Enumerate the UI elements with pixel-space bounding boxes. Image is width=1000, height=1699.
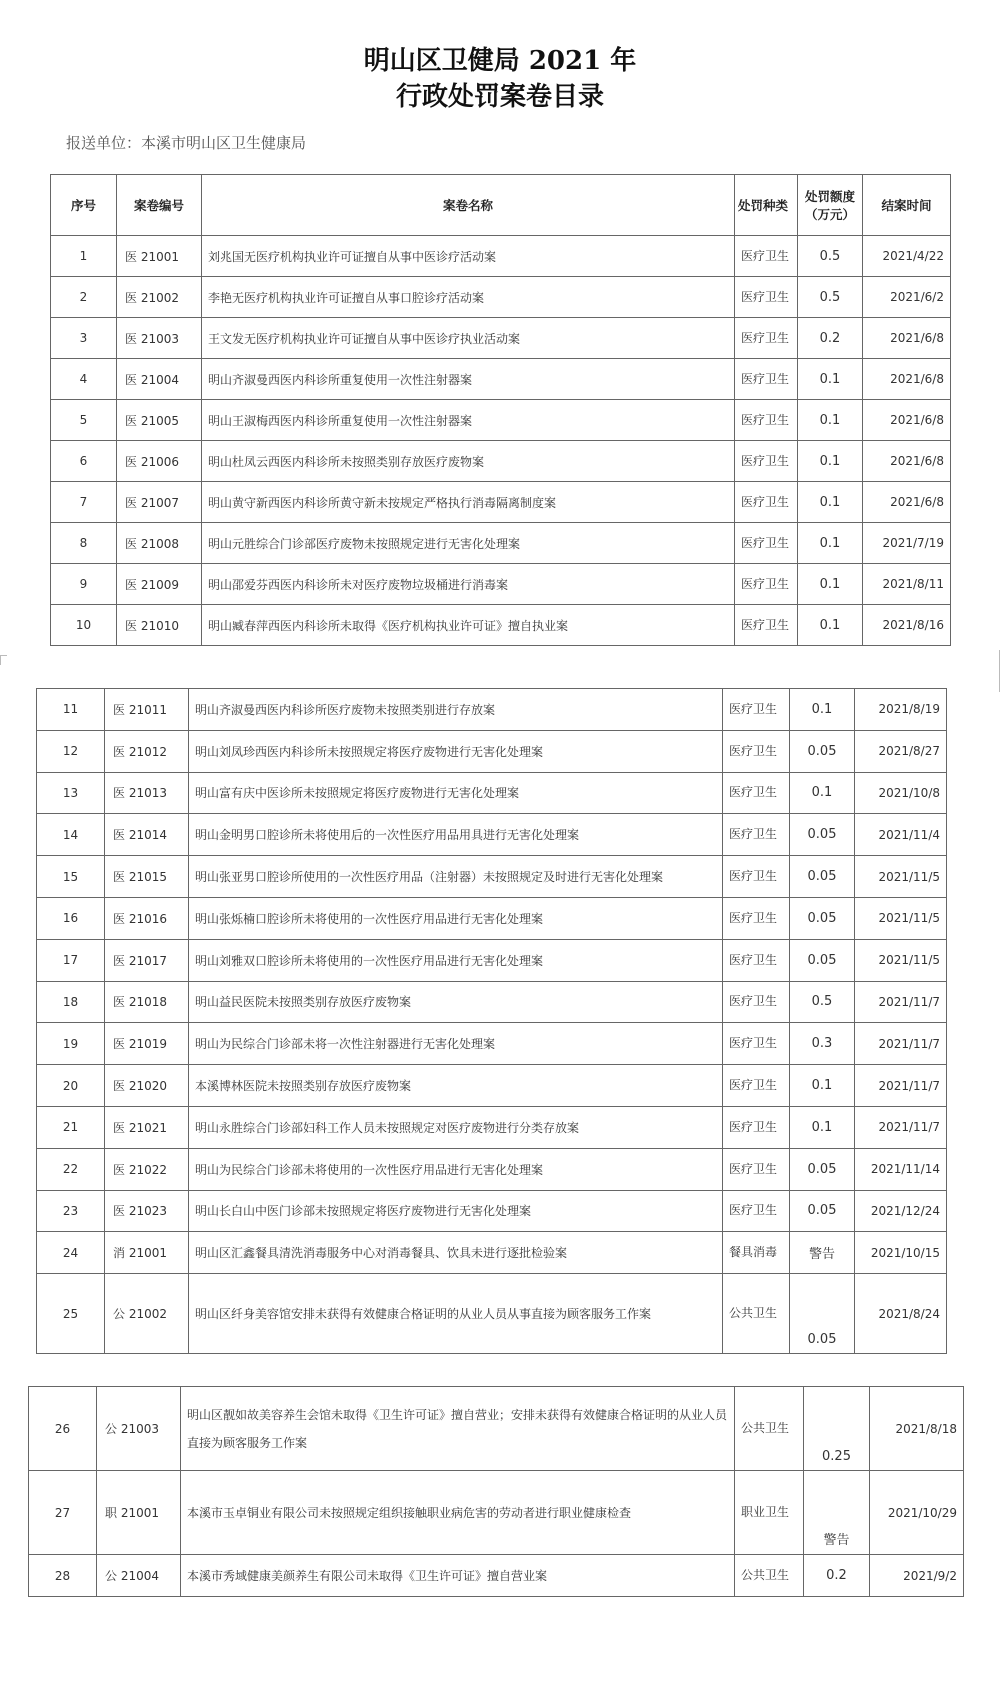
cell-type: 医疗卫生 bbox=[723, 730, 790, 772]
cell-type: 医疗卫生 bbox=[723, 1190, 790, 1232]
cell-amount: 0.05 bbox=[790, 897, 855, 939]
cell-no: 23 bbox=[37, 1190, 105, 1232]
table-row bbox=[51, 236, 951, 277]
cell-name: 明山齐淑曼西医内科诊所重复使用一次性注射器案 bbox=[202, 359, 735, 400]
cell-name: 明山张亚男口腔诊所使用的一次性医疗用品（注射器）未按照规定及时进行无害化处理案 bbox=[189, 856, 723, 898]
cell-date: 2021/6/2 bbox=[863, 277, 951, 318]
table-row bbox=[51, 277, 951, 318]
cell-code: 医 21013 bbox=[105, 772, 189, 814]
cell-amount: 0.2 bbox=[798, 318, 863, 359]
cell-code: 职 21001 bbox=[97, 1471, 181, 1555]
cell-no: 3 bbox=[51, 318, 117, 359]
table-row bbox=[29, 1387, 964, 1471]
cell-code: 医 21008 bbox=[117, 523, 202, 564]
table-row bbox=[51, 564, 951, 605]
cell-no: 25 bbox=[37, 1274, 105, 1354]
cell-type: 医疗卫生 bbox=[723, 856, 790, 898]
cell-amount: 0.1 bbox=[790, 1106, 855, 1148]
cell-amount: 0.2 bbox=[804, 1555, 870, 1597]
cell-no: 16 bbox=[37, 897, 105, 939]
cell-name: 王文发无医疗机构执业许可证擅自从事中医诊疗执业活动案 bbox=[202, 318, 735, 359]
table-row bbox=[51, 400, 951, 441]
cell-type: 医疗卫生 bbox=[723, 1106, 790, 1148]
reporting-unit: 报送单位：本溪市明山区卫生健康局 bbox=[66, 134, 307, 152]
cell-type: 医疗卫生 bbox=[735, 605, 798, 646]
table-row bbox=[29, 1555, 964, 1597]
cell-no: 9 bbox=[51, 564, 117, 605]
header-code: 案卷编号 bbox=[117, 175, 202, 236]
cell-code: 医 21016 bbox=[105, 897, 189, 939]
table-row bbox=[37, 856, 947, 898]
cell-name: 明山永胜综合门诊部妇科工作人员未按照规定对医疗废物进行分类存放案 bbox=[189, 1106, 723, 1148]
cell-type: 医疗卫生 bbox=[723, 1148, 790, 1190]
table-row bbox=[37, 1065, 947, 1107]
cell-no: 24 bbox=[37, 1232, 105, 1274]
table-row bbox=[29, 1471, 964, 1555]
table-row bbox=[51, 605, 951, 646]
cell-amount: 0.5 bbox=[790, 981, 855, 1023]
cell-no: 6 bbox=[51, 441, 117, 482]
header-name: 案卷名称 bbox=[202, 175, 735, 236]
cell-name: 明山邵爱芬西医内科诊所未对医疗废物垃圾桶进行消毒案 bbox=[202, 564, 735, 605]
table-row bbox=[37, 939, 947, 981]
page-corner-mark bbox=[0, 655, 7, 665]
cell-amount: 0.05 bbox=[790, 1274, 855, 1354]
cell-date: 2021/8/24 bbox=[855, 1274, 947, 1354]
cell-no: 12 bbox=[37, 730, 105, 772]
cell-date: 2021/10/15 bbox=[855, 1232, 947, 1274]
table-row bbox=[37, 730, 947, 772]
cell-amount: 0.1 bbox=[798, 359, 863, 400]
cell-type: 医疗卫生 bbox=[735, 564, 798, 605]
cell-no: 8 bbox=[51, 523, 117, 564]
cell-code: 医 21015 bbox=[105, 856, 189, 898]
cell-name: 本溪博林医院未按照类别存放医疗废物案 bbox=[189, 1065, 723, 1107]
cell-code: 医 21005 bbox=[117, 400, 202, 441]
penalty-table-part3 bbox=[28, 1386, 964, 1597]
cell-amount: 0.1 bbox=[790, 1065, 855, 1107]
cell-name: 本溪市玉卓铜业有限公司未按照规定组织接触职业病危害的劳动者进行职业健康检查 bbox=[181, 1471, 735, 1555]
cell-type: 医疗卫生 bbox=[735, 236, 798, 277]
table-row bbox=[37, 1106, 947, 1148]
table-row bbox=[37, 772, 947, 814]
cell-date: 2021/11/7 bbox=[855, 1065, 947, 1107]
cell-date: 2021/7/19 bbox=[863, 523, 951, 564]
cell-name: 明山金明男口腔诊所未将使用后的一次性医疗用品用具进行无害化处理案 bbox=[189, 814, 723, 856]
cell-amount: 0.1 bbox=[798, 441, 863, 482]
cell-amount: 0.1 bbox=[790, 772, 855, 814]
cell-no: 26 bbox=[29, 1387, 97, 1471]
table-row bbox=[37, 1274, 947, 1354]
cell-no: 28 bbox=[29, 1555, 97, 1597]
cell-code: 医 21006 bbox=[117, 441, 202, 482]
cell-name: 明山益民医院未按照类别存放医疗废物案 bbox=[189, 981, 723, 1023]
cell-amount: 0.05 bbox=[790, 1148, 855, 1190]
header-no: 序号 bbox=[51, 175, 117, 236]
cell-date: 2021/11/4 bbox=[855, 814, 947, 856]
cell-date: 2021/10/29 bbox=[870, 1471, 964, 1555]
cell-type: 医疗卫生 bbox=[723, 814, 790, 856]
cell-name: 明山王淑梅西医内科诊所重复使用一次性注射器案 bbox=[202, 400, 735, 441]
cell-amount: 警告 bbox=[790, 1232, 855, 1274]
cell-type: 医疗卫生 bbox=[723, 1065, 790, 1107]
cell-type: 医疗卫生 bbox=[723, 772, 790, 814]
cell-code: 医 21002 bbox=[117, 277, 202, 318]
cell-type: 医疗卫生 bbox=[723, 939, 790, 981]
table-row bbox=[37, 814, 947, 856]
cell-code: 消 21001 bbox=[105, 1232, 189, 1274]
header-amount: 处罚额度（万元） bbox=[798, 175, 863, 236]
cell-date: 2021/11/5 bbox=[855, 856, 947, 898]
cell-name: 明山区汇鑫餐具清洗消毒服务中心对消毒餐具、饮具未进行逐批检验案 bbox=[189, 1232, 723, 1274]
table-row bbox=[51, 318, 951, 359]
cell-code: 医 21020 bbox=[105, 1065, 189, 1107]
cell-amount: 0.5 bbox=[798, 236, 863, 277]
cell-no: 7 bbox=[51, 482, 117, 523]
cell-date: 2021/6/8 bbox=[863, 400, 951, 441]
cell-no: 15 bbox=[37, 856, 105, 898]
table-row bbox=[37, 689, 947, 731]
cell-no: 18 bbox=[37, 981, 105, 1023]
cell-type: 医疗卫生 bbox=[735, 277, 798, 318]
table-row bbox=[51, 441, 951, 482]
cell-code: 医 21011 bbox=[105, 689, 189, 731]
cell-name: 明山富有庆中医诊所未按照规定将医疗废物进行无害化处理案 bbox=[189, 772, 723, 814]
penalty-table-part1 bbox=[50, 174, 951, 646]
cell-amount: 0.05 bbox=[790, 1190, 855, 1232]
cell-type: 职业卫生 bbox=[735, 1471, 804, 1555]
cell-name: 明山区纤身美容馆安排未获得有效健康合格证明的从业人员从事直接为顾客服务工作案 bbox=[189, 1274, 723, 1354]
cell-amount: 0.05 bbox=[790, 814, 855, 856]
cell-name: 明山区靓如故美容养生会馆未取得《卫生许可证》擅自营业；安排未获得有效健康合格证明的从业人员直接为顾客服务工作案 bbox=[181, 1387, 735, 1471]
cell-name: 明山张烁楠口腔诊所未将使用的一次性医疗用品进行无害化处理案 bbox=[189, 897, 723, 939]
cell-no: 2 bbox=[51, 277, 117, 318]
cell-type: 医疗卫生 bbox=[735, 400, 798, 441]
cell-amount: 0.1 bbox=[798, 605, 863, 646]
cell-date: 2021/10/8 bbox=[855, 772, 947, 814]
cell-code: 医 21023 bbox=[105, 1190, 189, 1232]
cell-type: 医疗卫生 bbox=[723, 897, 790, 939]
cell-type: 医疗卫生 bbox=[723, 689, 790, 731]
cell-date: 2021/6/8 bbox=[863, 441, 951, 482]
table-row bbox=[37, 981, 947, 1023]
cell-code: 医 21012 bbox=[105, 730, 189, 772]
cell-name: 明山刘雅双口腔诊所未将使用的一次性医疗用品进行无害化处理案 bbox=[189, 939, 723, 981]
cell-type: 医疗卫生 bbox=[735, 523, 798, 564]
table-row bbox=[51, 523, 951, 564]
cell-code: 医 21001 bbox=[117, 236, 202, 277]
cell-date: 2021/8/27 bbox=[855, 730, 947, 772]
table-row bbox=[37, 897, 947, 939]
cell-date: 2021/8/16 bbox=[863, 605, 951, 646]
cell-name: 刘兆国无医疗机构执业许可证擅自从事中医诊疗活动案 bbox=[202, 236, 735, 277]
cell-amount: 0.05 bbox=[790, 730, 855, 772]
cell-date: 2021/4/22 bbox=[863, 236, 951, 277]
cell-amount: 0.1 bbox=[798, 523, 863, 564]
cell-type: 公共卫生 bbox=[735, 1387, 804, 1471]
cell-no: 19 bbox=[37, 1023, 105, 1065]
cell-no: 21 bbox=[37, 1106, 105, 1148]
table-row bbox=[37, 1232, 947, 1274]
cell-type: 医疗卫生 bbox=[723, 981, 790, 1023]
cell-no: 1 bbox=[51, 236, 117, 277]
cell-amount: 0.5 bbox=[798, 277, 863, 318]
cell-date: 2021/8/18 bbox=[870, 1387, 964, 1471]
cell-date: 2021/11/14 bbox=[855, 1148, 947, 1190]
cell-name: 明山臧春萍西医内科诊所未取得《医疗机构执业许可证》擅自执业案 bbox=[202, 605, 735, 646]
cell-no: 11 bbox=[37, 689, 105, 731]
cell-date: 2021/11/7 bbox=[855, 1106, 947, 1148]
cell-no: 27 bbox=[29, 1471, 97, 1555]
cell-code: 医 21021 bbox=[105, 1106, 189, 1148]
cell-name: 明山齐淑曼西医内科诊所医疗废物未按照类别进行存放案 bbox=[189, 689, 723, 731]
document-title-line2: 行政处罚案卷目录 bbox=[395, 82, 604, 112]
cell-code: 医 21010 bbox=[117, 605, 202, 646]
page-edge-mark bbox=[993, 650, 1000, 692]
cell-code: 医 21007 bbox=[117, 482, 202, 523]
cell-amount: 0.1 bbox=[798, 564, 863, 605]
cell-no: 14 bbox=[37, 814, 105, 856]
cell-date: 2021/6/8 bbox=[863, 318, 951, 359]
cell-code: 公 21003 bbox=[97, 1387, 181, 1471]
cell-type: 医疗卫生 bbox=[723, 1023, 790, 1065]
cell-type: 医疗卫生 bbox=[735, 359, 798, 400]
cell-code: 医 21009 bbox=[117, 564, 202, 605]
cell-date: 2021/8/11 bbox=[863, 564, 951, 605]
cell-amount: 警告 bbox=[804, 1471, 870, 1555]
cell-date: 2021/11/7 bbox=[855, 981, 947, 1023]
cell-code: 医 21022 bbox=[105, 1148, 189, 1190]
cell-name: 明山元胜综合门诊部医疗废物未按照规定进行无害化处理案 bbox=[202, 523, 735, 564]
cell-amount: 0.3 bbox=[790, 1023, 855, 1065]
cell-code: 医 21014 bbox=[105, 814, 189, 856]
cell-name: 本溪市秀域健康美颜养生有限公司未取得《卫生许可证》擅自营业案 bbox=[181, 1555, 735, 1597]
cell-code: 医 21019 bbox=[105, 1023, 189, 1065]
cell-code: 医 21017 bbox=[105, 939, 189, 981]
cell-amount: 0.05 bbox=[790, 939, 855, 981]
cell-name: 明山杜凤云西医内科诊所未按照类别存放医疗废物案 bbox=[202, 441, 735, 482]
document-title-line1: 明山区卫健局 2021 年 bbox=[363, 46, 637, 76]
cell-code: 医 21004 bbox=[117, 359, 202, 400]
cell-date: 2021/6/8 bbox=[863, 482, 951, 523]
table-row bbox=[37, 1023, 947, 1065]
penalty-table-part2 bbox=[36, 688, 947, 1354]
header-date: 结案时间 bbox=[863, 175, 951, 236]
cell-code: 公 21002 bbox=[105, 1274, 189, 1354]
cell-type: 医疗卫生 bbox=[735, 318, 798, 359]
cell-date: 2021/11/5 bbox=[855, 939, 947, 981]
cell-type: 医疗卫生 bbox=[735, 441, 798, 482]
cell-amount: 0.05 bbox=[790, 856, 855, 898]
table-row bbox=[37, 1148, 947, 1190]
cell-name: 李艳无医疗机构执业许可证擅自从事口腔诊疗活动案 bbox=[202, 277, 735, 318]
table-row bbox=[51, 482, 951, 523]
cell-no: 4 bbox=[51, 359, 117, 400]
cell-no: 10 bbox=[51, 605, 117, 646]
cell-name: 明山为民综合门诊部未将使用的一次性医疗用品进行无害化处理案 bbox=[189, 1148, 723, 1190]
cell-date: 2021/8/19 bbox=[855, 689, 947, 731]
cell-date: 2021/11/5 bbox=[855, 897, 947, 939]
cell-type: 公共卫生 bbox=[735, 1555, 804, 1597]
cell-no: 5 bbox=[51, 400, 117, 441]
cell-no: 17 bbox=[37, 939, 105, 981]
cell-amount: 0.1 bbox=[798, 400, 863, 441]
cell-date: 2021/6/8 bbox=[863, 359, 951, 400]
cell-no: 20 bbox=[37, 1065, 105, 1107]
cell-no: 22 bbox=[37, 1148, 105, 1190]
cell-amount: 0.1 bbox=[798, 482, 863, 523]
cell-code: 医 21003 bbox=[117, 318, 202, 359]
header-type: 处罚种类 bbox=[735, 175, 798, 236]
cell-date: 2021/11/7 bbox=[855, 1023, 947, 1065]
cell-name: 明山刘凤珍西医内科诊所未按照规定将医疗废物进行无害化处理案 bbox=[189, 730, 723, 772]
table-row bbox=[37, 1190, 947, 1232]
cell-name: 明山长白山中医门诊部未按照规定将医疗废物进行无害化处理案 bbox=[189, 1190, 723, 1232]
cell-type: 医疗卫生 bbox=[735, 482, 798, 523]
cell-amount: 0.25 bbox=[804, 1387, 870, 1471]
cell-code: 医 21018 bbox=[105, 981, 189, 1023]
cell-type: 餐具消毒 bbox=[723, 1232, 790, 1274]
cell-amount: 0.1 bbox=[790, 689, 855, 731]
cell-code: 公 21004 bbox=[97, 1555, 181, 1597]
cell-date: 2021/9/2 bbox=[870, 1555, 964, 1597]
cell-type: 公共卫生 bbox=[723, 1274, 790, 1354]
cell-no: 13 bbox=[37, 772, 105, 814]
cell-date: 2021/12/24 bbox=[855, 1190, 947, 1232]
cell-name: 明山黄守新西医内科诊所黄守新未按规定严格执行消毒隔离制度案 bbox=[202, 482, 735, 523]
cell-name: 明山为民综合门诊部未将一次性注射器进行无害化处理案 bbox=[189, 1023, 723, 1065]
table-row bbox=[51, 359, 951, 400]
